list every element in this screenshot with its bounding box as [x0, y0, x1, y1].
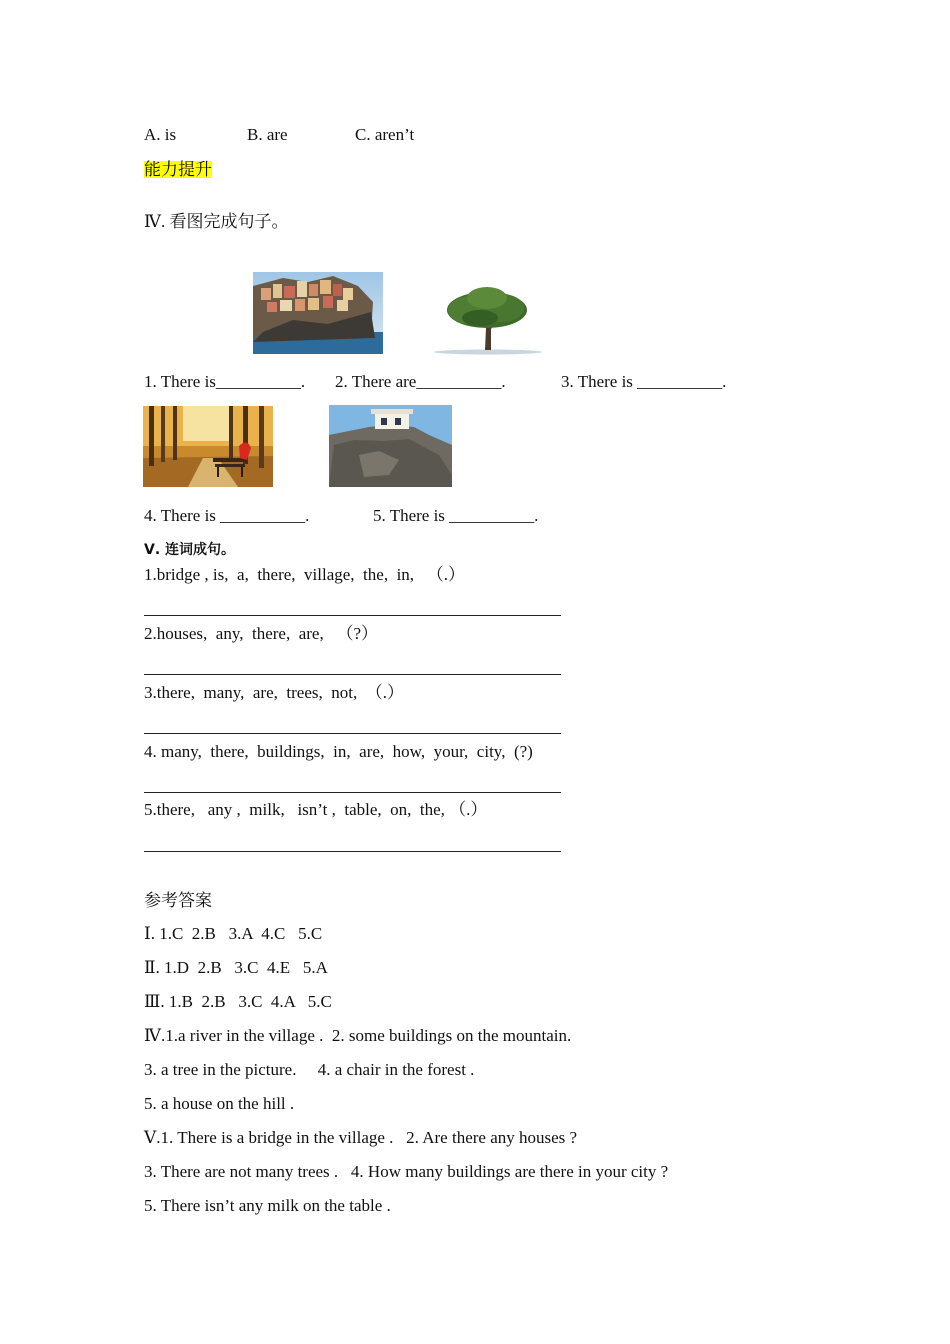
house-on-hill-picture	[329, 405, 452, 487]
option-a: A. is	[144, 125, 177, 144]
answer-line-text: Ⅰ. 1.C 2.B 3.A 4.C 5.C	[144, 924, 323, 943]
answers-title: 参考答案	[144, 891, 212, 910]
answer-line	[144, 792, 561, 793]
answer-line	[144, 851, 561, 852]
village-cliff-picture	[253, 272, 383, 354]
sentence-2: 2. There are__________.	[335, 372, 506, 391]
section-heading: 能力提升	[144, 160, 212, 179]
option-b: B. are	[247, 125, 288, 144]
answer-line-text: 5. a house on the hill .	[144, 1094, 295, 1113]
answer-line-text: 3. There are not many trees . 4. How many buildings are there in your city ?	[144, 1162, 669, 1181]
answer-line-text: Ⅱ. 1.D 2.B 3.C 4.E 5.A	[144, 958, 328, 977]
option-c: C. aren’t	[355, 125, 415, 144]
part4-title: Ⅳ. 看图完成句子。	[144, 212, 289, 231]
answer-line-text: Ⅲ. 1.B 2.B 3.C 4.A 5.C	[144, 992, 332, 1011]
tree-picture	[430, 280, 546, 356]
word-order-item: 1.bridge , is, a, there, village, the, in, （.）	[144, 565, 466, 584]
word-order-item: 3.there, many, are, trees, not, （.）	[144, 683, 404, 702]
word-order-item: 2.houses, any, there, are, （?）	[144, 624, 378, 643]
sentence-3: 3. There is __________.	[561, 372, 727, 391]
sentence-1: 1. There is__________.	[144, 372, 306, 391]
forest-bench-picture	[143, 406, 273, 487]
sentence-4: 4. There is __________.	[144, 506, 310, 525]
part5-title: Ⅴ. 连词成句。	[144, 542, 236, 558]
answer-line	[144, 615, 561, 616]
answer-line-text: 3. a tree in the picture. 4. a chair in the forest .	[144, 1060, 475, 1079]
word-order-item: 5.there, any , milk, isn’t , table, on, the, （.）	[144, 800, 488, 819]
word-order-item: 4. many, there, buildings, in, are, how, your, city, (?)	[144, 742, 533, 761]
answer-line-text: Ⅴ.1. There is a bridge in the village . 2. Are there any houses ?	[144, 1128, 578, 1147]
sentence-5: 5. There is __________.	[373, 506, 539, 525]
answer-line	[144, 733, 561, 734]
answer-line-text: 5. There isn’t any milk on the table .	[144, 1196, 391, 1215]
answer-line-text: Ⅳ.1.a river in the village . 2. some buildings on the mountain.	[144, 1026, 572, 1045]
answer-line	[144, 674, 561, 675]
